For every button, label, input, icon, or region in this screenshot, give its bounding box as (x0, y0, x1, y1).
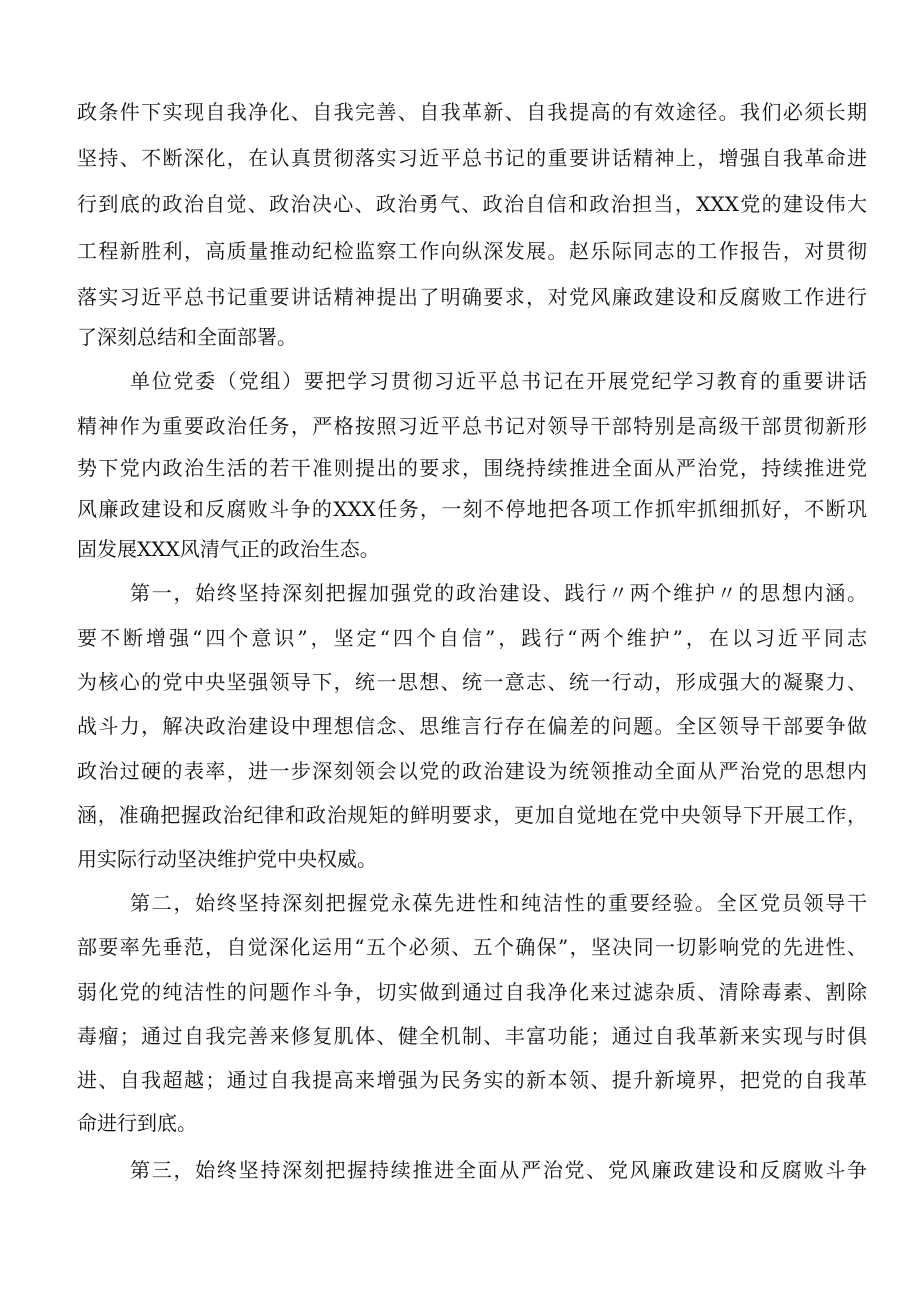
text-line: 落实习近平总书记重要讲话精神提出了明确要求，对党风廉政建设和反腐败工作进行 (77, 285, 867, 309)
text-line: 势下党内政治生活的若干准则提出的要求，围绕持续推进全面从严治党，持续推进党 (77, 456, 867, 480)
text-line: 精神作为重要政治任务，严格按照习近平总书记对领导干部特别是高级干部贯彻新形 (77, 414, 867, 438)
paragraph-first-line: 第一，始终坚持深刻把握加强党的政治建设、践行〃两个维护〃的思想内涵。 (130, 581, 867, 605)
text-line: 要不断增强“四个意识”，坚定“四个自信”，践行“两个维护”，在以习近平同志 (77, 626, 867, 650)
text-line: 进、自我超越；通过自我提高来增强为民务实的新本领、提升新境界，把党的自我革 (77, 1068, 867, 1092)
text-line: 命进行到底。 (77, 1111, 197, 1135)
text-line: 涵，准确把握政治纪律和政治规矩的鲜明要求，更加自觉地在党中央领导下开展工作， (77, 803, 867, 827)
text-line: 战斗力，解决政治建设中理想信念、思维言行存在偏差的问题。全区领导干部要争做 (77, 714, 867, 738)
text-line: 为核心的党中央坚强领导下，统一思想、统一意志、统一行动，形成强大的凝聚力、 (77, 670, 867, 694)
text-line: 毒瘤；通过自我完善来修复肌体、健全机制、丰富功能；通过自我革新来实现与时俱 (77, 1024, 867, 1048)
text-line: 了深刻总结和全面部署。 (77, 325, 297, 349)
text-line: 部要率先垂范，自觉深化运用“五个必须、五个确保”，坚决同一切影响党的先进性、 (77, 935, 867, 959)
text-line: 政条件下实现自我净化、自我完善、自我革新、自我提高的有效途径。我们必须长期 (77, 100, 867, 124)
paragraph-first-line: 单位党委（党组）要把学习贯彻习近平总书记在开展党纪学习教育的重要讲话 (130, 369, 867, 393)
text-line: 弱化党的纯洁性的问题作斗争，切实做到通过自我净化来过滤杂质、清除毒素、割除 (77, 980, 867, 1004)
text-line: 风廉政建设和反腐败斗争的XXX任务，一刻不停地把各项工作抓牢抓细抓好，不断巩 (77, 497, 867, 521)
paragraph-first-line: 第二，始终坚持深刻把握党永葆先进性和纯洁性的重要经验。全区党员领导干 (130, 891, 867, 915)
text-line: 工程新胜利，高质量推动纪检监察工作向纵深发展。赵乐际同志的工作报告，对贯彻 (77, 239, 867, 263)
text-line: 政治过硬的表率，进一步深刻领会以党的政治建设为统领推动全面从严治党的思想内 (77, 759, 867, 783)
text-line: 坚持、不断深化，在认真贯彻落实习近平总书记的重要讲话精神上，增强自我革命进 (77, 146, 867, 170)
text-line: 用实际行动坚决维护党中央权威。 (77, 847, 377, 871)
paragraph-first-line: 第三，始终坚持深刻把握持续推进全面从严治党、党风廉政建设和反腐败斗争 (130, 1158, 867, 1182)
text-line: 固发展XXX风清气正的政治生态。 (77, 537, 380, 561)
text-line: 行到底的政治自觉、政治决心、政治勇气、政治自信和政治担当，XXX党的建设伟大 (77, 192, 867, 216)
